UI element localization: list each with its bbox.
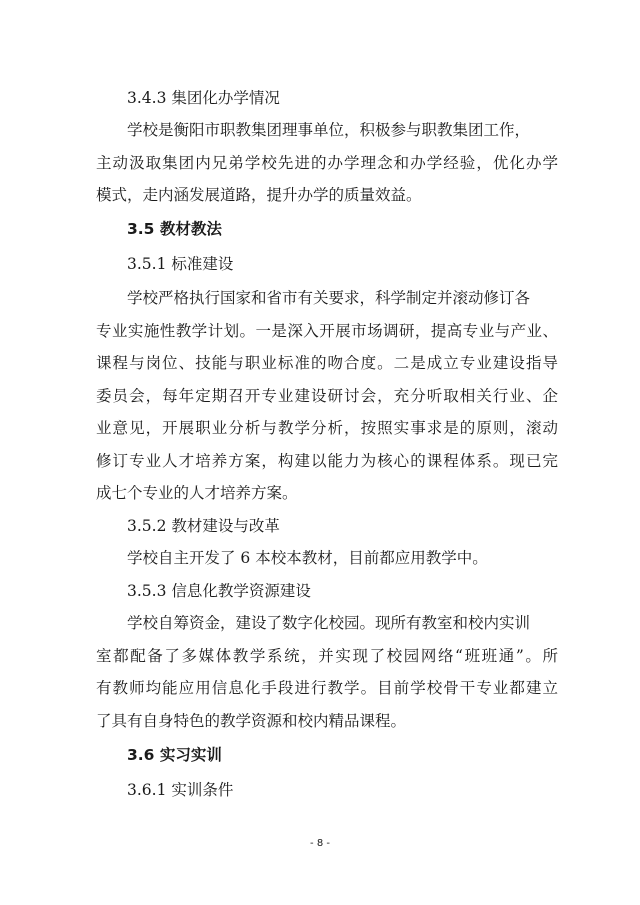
section-3-5-1-heading: 3.5.1 标准建设 [127, 255, 234, 273]
section-3-6-heading: 3.6 实习实训 [127, 746, 222, 764]
page-number: - 8 - [310, 838, 330, 849]
section-3-6-1-heading: 3.6.1 实训条件 [127, 781, 234, 799]
paragraph-line: 学校是衡阳市职教集团理事单位，积极参与职教集团工作， [127, 121, 531, 139]
paragraph-line: 主动汲取集团内兄弟学校先进的办学理念和办学经验，优化办学 [96, 154, 558, 172]
paragraph-line: 修订专业人才培养方案，构建以能力为核心的课程体系。现已完 [96, 452, 558, 470]
paragraph-line: 了具有自身特色的教学资源和校内精品课程。 [96, 712, 407, 730]
paragraph-line: 有教师均能应用信息化手段进行教学。目前学校骨干专业都建立 [96, 679, 558, 697]
section-3-5-2-heading: 3.5.2 教材建设与改革 [127, 517, 280, 535]
paragraph-line: 委员会，每年定期召开专业建设研讨会，充分听取相关行业、企 [96, 387, 558, 405]
paragraph-line: 模式，走内涵发展道路，提升办学的质量效益。 [96, 186, 422, 204]
section-3-4-3-heading: 3.4.3 集团化办学情况 [127, 89, 280, 107]
paragraph-line: 业意见，开展职业分析与教学分析，按照实事求是的原则，滚动 [96, 419, 558, 437]
section-3-5-3-heading: 3.5.3 信息化教学资源建设 [127, 582, 311, 600]
section-3-5-heading: 3.5 教材教法 [127, 220, 222, 238]
paragraph-line: 室都配备了多媒体教学系统，并实现了校园网络“班班通”。所 [96, 647, 558, 665]
paragraph-line: 课程与岗位、技能与职业标准的吻合度。二是成立专业建设指导 [96, 354, 558, 372]
paragraph-line: 学校自主开发了 6 本校本教材，目前都应用教学中。 [127, 549, 488, 567]
paragraph-line: 专业实施性教学计划。一是深入开展市场调研，提高专业与产业、 [96, 322, 558, 340]
paragraph-line: 学校严格执行国家和省市有关要求，科学制定并滚动修订各 [127, 289, 531, 307]
paragraph-line: 成七个专业的人才培养方案。 [96, 484, 298, 502]
paragraph-line: 学校自筹资金，建设了数字化校园。现所有教室和校内实训 [127, 614, 531, 632]
